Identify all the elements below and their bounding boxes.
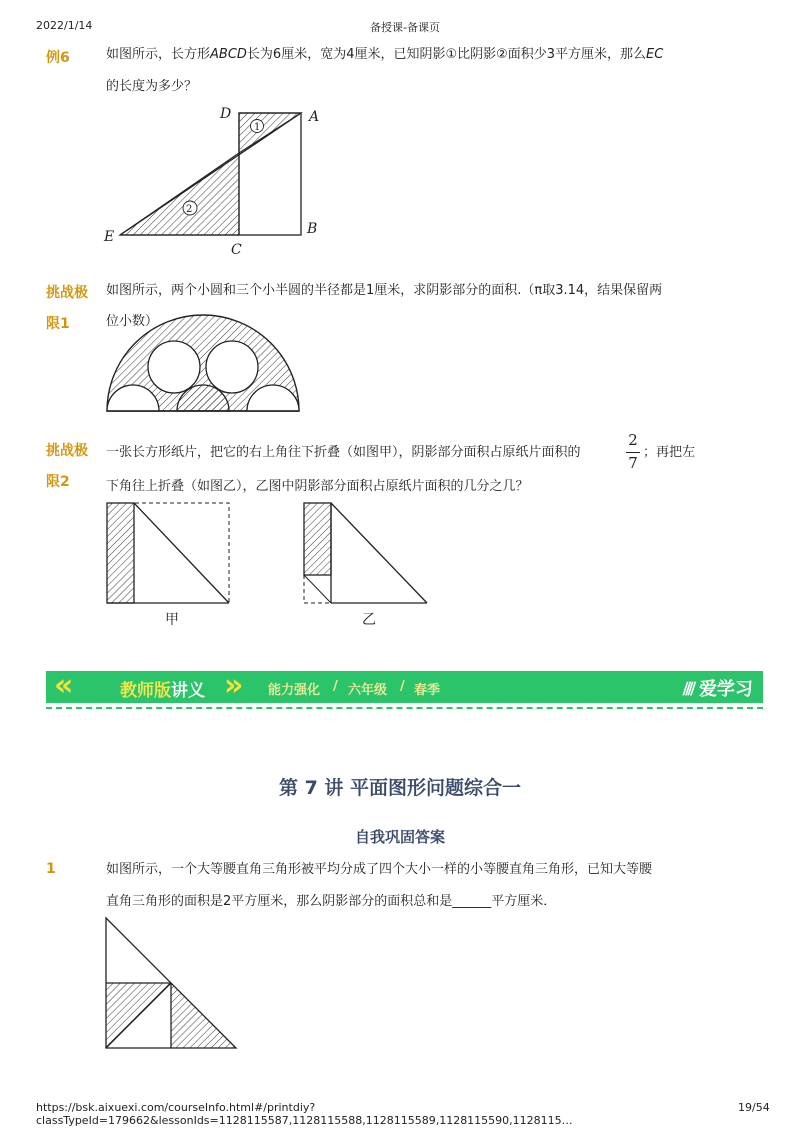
challenge-1-text-line1: 如图所示，两个小圆和三个小半圆的半径都是1厘米，求阴影部分的面积.（π取3.14，结果保留两 xyxy=(106,283,663,298)
challenge-2-text-line1a: 一张长方形纸片，把它的右上角往下折叠（如图甲），阴影部分面积占原纸片面积的 xyxy=(106,445,581,460)
point-b: B xyxy=(307,221,318,237)
question-1-label: 1 xyxy=(46,861,56,877)
challenge-2-label-line2: 限2 xyxy=(46,474,70,490)
yi-caption: 乙 xyxy=(362,612,376,628)
banner-sep-2: / xyxy=(400,679,405,694)
region-2-number: 2 xyxy=(186,204,193,215)
challenge-1-label-line1: 挑战极 xyxy=(46,285,88,301)
brand-logo: ⫽⫽ 爱学习 xyxy=(682,679,753,700)
brand-mark-icon: ⫽⫽ xyxy=(682,679,693,700)
point-d: D xyxy=(220,106,232,122)
chevron-right-icon: » xyxy=(224,668,236,703)
section-title: 自我巩固答案 xyxy=(354,828,445,846)
point-e: E xyxy=(104,229,115,245)
chevron-left-icon: « xyxy=(54,668,66,703)
challenge-2-label-line1: 挑战极 xyxy=(46,443,88,459)
print-title: 备授课-备课页 xyxy=(370,21,440,34)
challenge-1-label-line2: 限1 xyxy=(46,316,70,332)
lecture-title: 第 7 讲 平面图形问题综合一 xyxy=(278,777,522,799)
banner-title: 教师版讲义 xyxy=(120,681,205,701)
banner-sep-1: / xyxy=(333,679,338,694)
fraction-denominator: 7 xyxy=(628,454,638,472)
page-url: https://bsk.aixuexi.com/courseInfo.html#/printdiy?classTypeId=179662&lessonIds=1128115587,1128115588,1128115589,1128115590,1128115… xyxy=(36,1101,573,1127)
banner-crumb-3: 春季 xyxy=(414,683,441,698)
point-a: A xyxy=(309,109,320,125)
question-1-text-line1: 如图所示，一个大等腰直角三角形被平均分成了四个大小一样的小等腰直角三角形，已知大等腰 xyxy=(106,862,653,877)
banner-crumb-1: 能力强化 xyxy=(268,683,321,698)
example-6-text-line2: 的长度为多少？ xyxy=(106,79,198,94)
challenge-1-text-line2: 位小数） xyxy=(106,314,159,329)
region-1-number: 1 xyxy=(254,122,261,133)
point-c: C xyxy=(231,242,242,258)
challenge-2-text-line1b: ；再把左 xyxy=(643,445,696,460)
challenge-2-text-line2: 下角往上折叠（如图乙），乙图中阴影部分面积占原纸片面积的几分之几？ xyxy=(106,479,529,494)
page-number: 19/54 xyxy=(738,1101,770,1114)
fraction-numerator: 2 xyxy=(628,431,638,449)
print-date: 2022/1/14 xyxy=(36,19,93,32)
example-6-label: 例6 xyxy=(46,50,70,66)
question-1-text-line2: 直角三角形的面积是2平方厘米，那么阴影部分的面积总和是______平方厘米． xyxy=(106,894,557,909)
banner-crumb-2: 六年级 xyxy=(348,683,388,698)
example-6-text-line1: 如图所示，长方形ABCD长为6厘米，宽为4厘米，已知阴影①比阴影②面积少3平方厘米，那么EC xyxy=(106,47,664,62)
jia-caption: 甲 xyxy=(165,612,179,628)
